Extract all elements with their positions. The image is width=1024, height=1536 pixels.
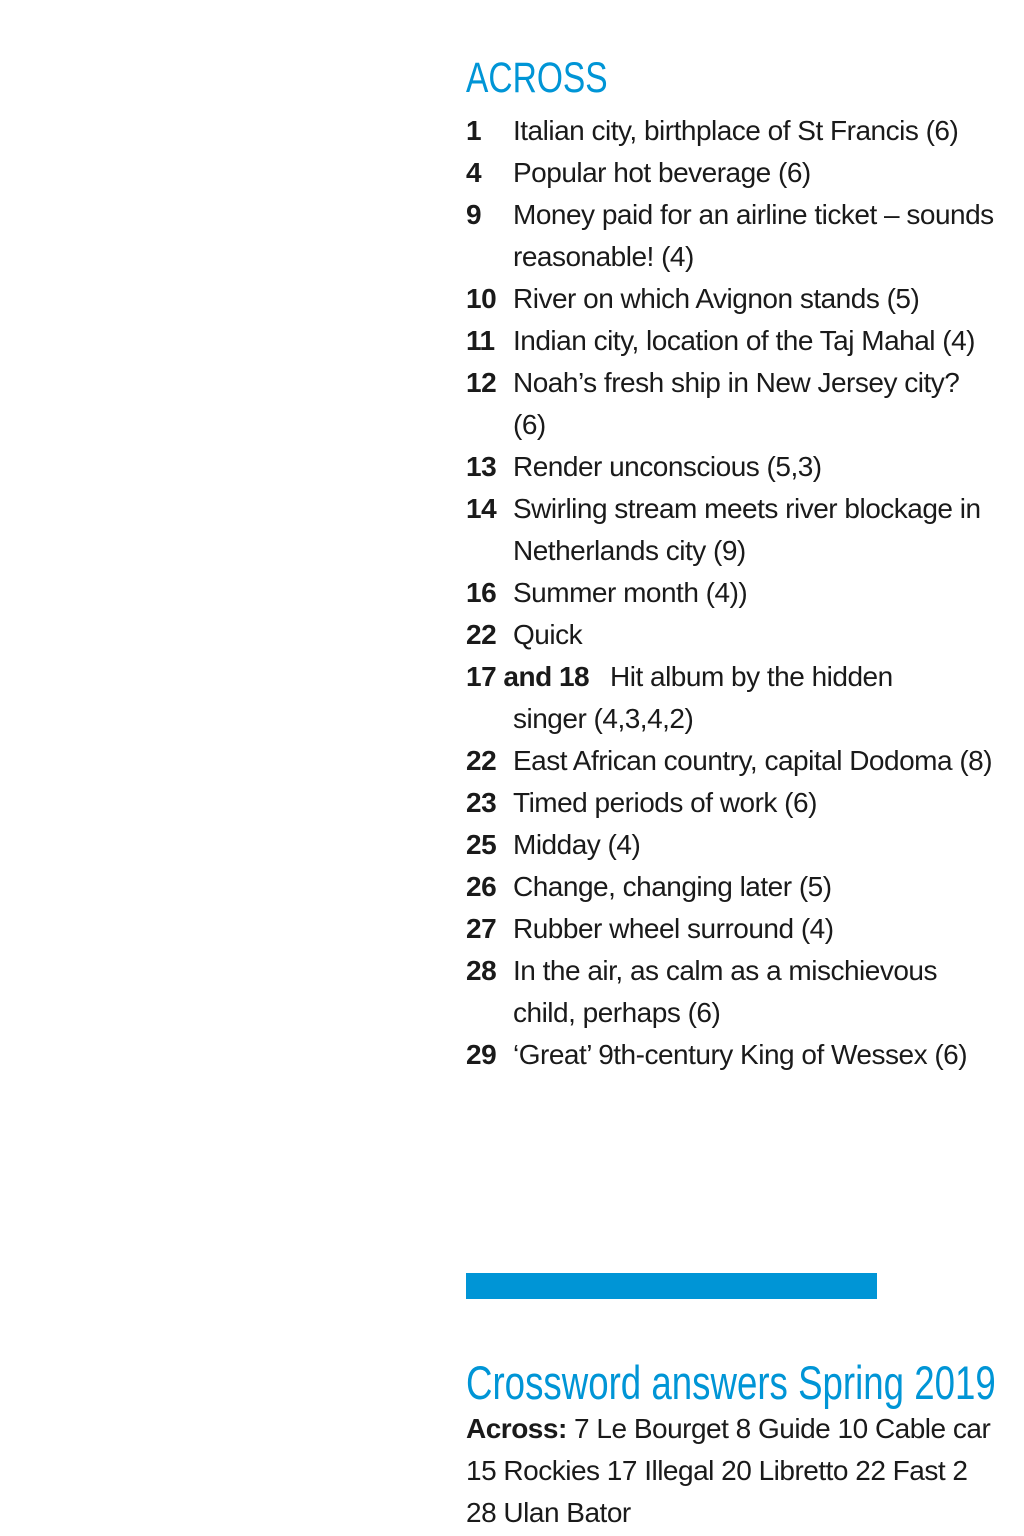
clue-number: 23 (466, 787, 497, 818)
clue-item (466, 740, 1024, 782)
clue-number: 10 (466, 283, 497, 314)
clue-item (466, 1034, 1024, 1076)
clue-text: Money paid for an airline ticket – sounds reasonable! (4) (513, 199, 994, 272)
clue-number: 1 (466, 115, 482, 146)
across-section (466, 52, 1024, 1076)
clue-item (466, 362, 1024, 446)
clue-number: 22 (466, 619, 497, 650)
clue-number: 27 (466, 913, 497, 944)
clue-text-continued: singer (4,3,4,2) (513, 703, 694, 734)
clue-text: Change, changing later (5) (513, 871, 832, 902)
clue-number: 12 (466, 367, 497, 398)
clue-text: Timed periods of work (6) (513, 787, 817, 818)
across-heading: ACROSS (466, 54, 608, 102)
clue-item (466, 110, 1024, 152)
clue-text: River on which Avignon stands (5) (513, 283, 920, 314)
clue-text: Popular hot beverage (6) (513, 157, 811, 188)
clue-text: Summer month (4)) (513, 577, 748, 608)
clue-item (466, 950, 1024, 1034)
clue-text: Quick (513, 619, 583, 650)
clue-item (466, 614, 1024, 656)
clue-number: 26 (466, 871, 497, 902)
clue-item (466, 866, 1024, 908)
clue-item (466, 782, 1024, 824)
answers-line-2: 15 Rockies 17 Illegal 20 Libretto 22 Fast 2 (466, 1455, 968, 1486)
answers-body (466, 1408, 1024, 1534)
clue-text: Rubber wheel surround (4) (513, 913, 834, 944)
clue-item (466, 824, 1024, 866)
clue-number: 25 (466, 829, 497, 860)
clue-item (466, 152, 1024, 194)
clue-item (466, 278, 1024, 320)
across-clue-list (466, 110, 1024, 1076)
answers-heading: Crossword answers Spring 2019 (466, 1356, 996, 1409)
clue-number: 13 (466, 451, 497, 482)
clue-text: In the air, as calm as a mischievous child, perhaps (6) (513, 955, 937, 1028)
clue-item (466, 656, 1024, 740)
clue-text: Midday (4) (513, 829, 641, 860)
clue-item (466, 320, 1024, 362)
clue-text: Italian city, birthplace of St Francis (6) (513, 115, 959, 146)
answers-label: Across: (466, 1413, 567, 1444)
clue-item (466, 194, 1024, 278)
section-divider-bar (466, 1273, 877, 1299)
answers-line-3: 28 Ulan Bator (466, 1497, 631, 1528)
clue-text: Indian city, location of the Taj Mahal (4) (513, 325, 975, 356)
clue-number: 28 (466, 955, 497, 986)
clue-item (466, 908, 1024, 950)
answers-section (466, 1355, 1024, 1534)
clue-item (466, 446, 1024, 488)
clue-number: 11 (466, 325, 495, 356)
clue-number: 9 (466, 199, 482, 230)
clue-number: 22 (466, 745, 497, 776)
clue-number: 16 (466, 577, 497, 608)
clue-text: Hit album by the hidden (610, 661, 893, 692)
clue-text: Noah’s fresh ship in New Jersey city? (6) (513, 367, 960, 440)
clue-number: 4 (466, 157, 482, 188)
clue-item (466, 572, 1024, 614)
clue-number: 29 (466, 1039, 497, 1070)
clue-text: ‘Great’ 9th-century King of Wessex (6) (513, 1039, 968, 1070)
clue-text: Render unconscious (5,3) (513, 451, 822, 482)
clue-text: Swirling stream meets river blockage in Netherlands city (9) (513, 493, 981, 566)
clue-text: East African country, capital Dodoma (8) (513, 745, 993, 776)
clue-item (466, 488, 1024, 572)
clue-number: 14 (466, 493, 497, 524)
answers-text: 7 Le Bourget 8 Guide 10 Cable car (566, 1413, 991, 1444)
answers-line-1 (466, 1408, 1024, 1450)
clue-number: 17 and 18 (466, 661, 590, 692)
